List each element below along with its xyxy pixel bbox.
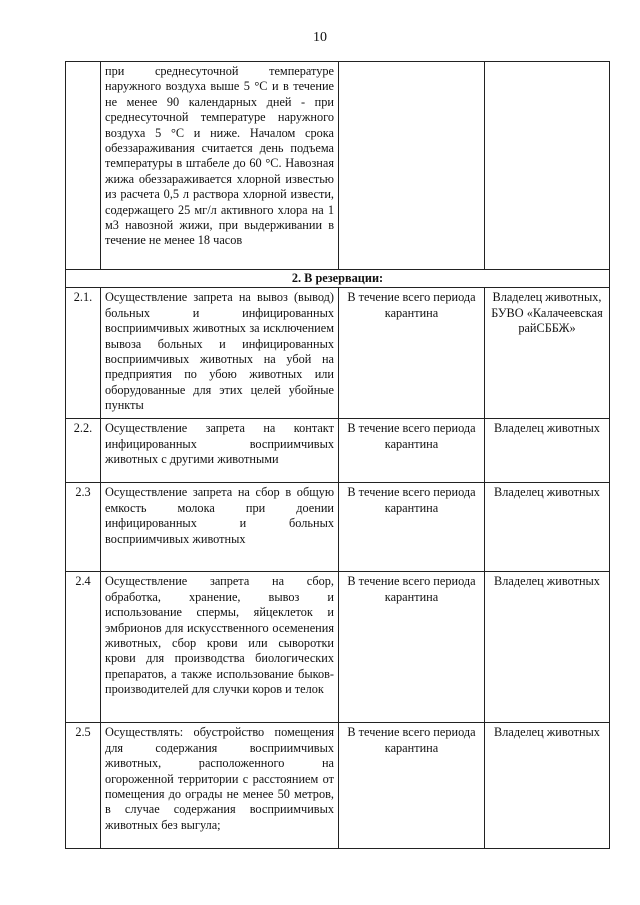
cell-term: В течение всего периода карантина — [339, 572, 485, 723]
cell-term: В течение всего периода карантина — [339, 288, 485, 419]
cell-responsible: Владелец животных — [485, 483, 610, 572]
cell-responsible: Владелец животных — [485, 723, 610, 849]
section-header-row — [66, 270, 610, 288]
cell-num: 2.1. — [66, 288, 101, 419]
cell-num: 2.4 — [66, 572, 101, 723]
table-row — [66, 723, 610, 849]
cell-term: В течение всего периода карантина — [339, 483, 485, 572]
cell-action: Осуществление запрета на сбор в общую емкость молока при доении инфицированных и больных восприимчивых животных — [101, 483, 339, 572]
cell-term — [339, 62, 485, 270]
cell-responsible: Владелец животных — [485, 419, 610, 483]
cell-num — [66, 62, 101, 270]
measures-table — [65, 61, 610, 849]
cell-action: при среднесуточной температуре наружного воздуха выше 5 °С и в течение не менее 90 календарных дней - при среднесуточной температуре наружного воздуха 5 °С и ниже. Началом срока обеззараживания считается день подъема температуры в штабеле до 60 °С. Навозная жижа обеззараживается хлорной известью из расчета 0,5 л раствора хлорной извести, содержащего 25 мг/л активного хлора на 1 м3 навозной жижи, при выдерживании в течение не менее 18 часов — [101, 62, 339, 270]
cell-num: 2.3 — [66, 483, 101, 572]
cell-responsible — [485, 62, 610, 270]
table-row — [66, 483, 610, 572]
cell-term: В течение всего периода карантина — [339, 723, 485, 849]
cell-action: Осуществлять: обустройство помещения для содержания восприимчивых животных, расположенного на огороженной территории с расстоянием от помещения до ограды не менее 50 метров, в случае содержания восприимчивых животных без выгула; — [101, 723, 339, 849]
cell-action: Осуществление запрета на вывоз (вывод) больных и инфицированных восприимчивых животных за исключением вывоза больных и инфицированных восприимчивых животных на убой на предприятия по убою животных или оборудованные для этих целей убойные пункты — [101, 288, 339, 419]
table-row — [66, 572, 610, 723]
table-row — [66, 288, 610, 419]
cell-num: 2.2. — [66, 419, 101, 483]
table-row — [66, 62, 610, 270]
cell-action: Осуществление запрета на контакт инфицированных восприимчивых животных с другими животными — [101, 419, 339, 483]
section-title: 2. В резервации: — [66, 270, 610, 288]
page-number: 10 — [313, 30, 327, 45]
cell-responsible: Владелец животных, БУВО «Калачеевская райСББЖ» — [485, 288, 610, 419]
cell-responsible: Владелец животных — [485, 572, 610, 723]
cell-num: 2.5 — [66, 723, 101, 849]
cell-term: В течение всего периода карантина — [339, 419, 485, 483]
table-row — [66, 419, 610, 483]
cell-action: Осуществление запрета на сбор, обработка, хранение, вывоз и использование спермы, яйцеклеток и эмбрионов для искусственного осеменения животных, сбор крови или сыворотки крови для производства биологических препаратов, а также использование быков-производителей для случки коров и телок — [101, 572, 339, 723]
